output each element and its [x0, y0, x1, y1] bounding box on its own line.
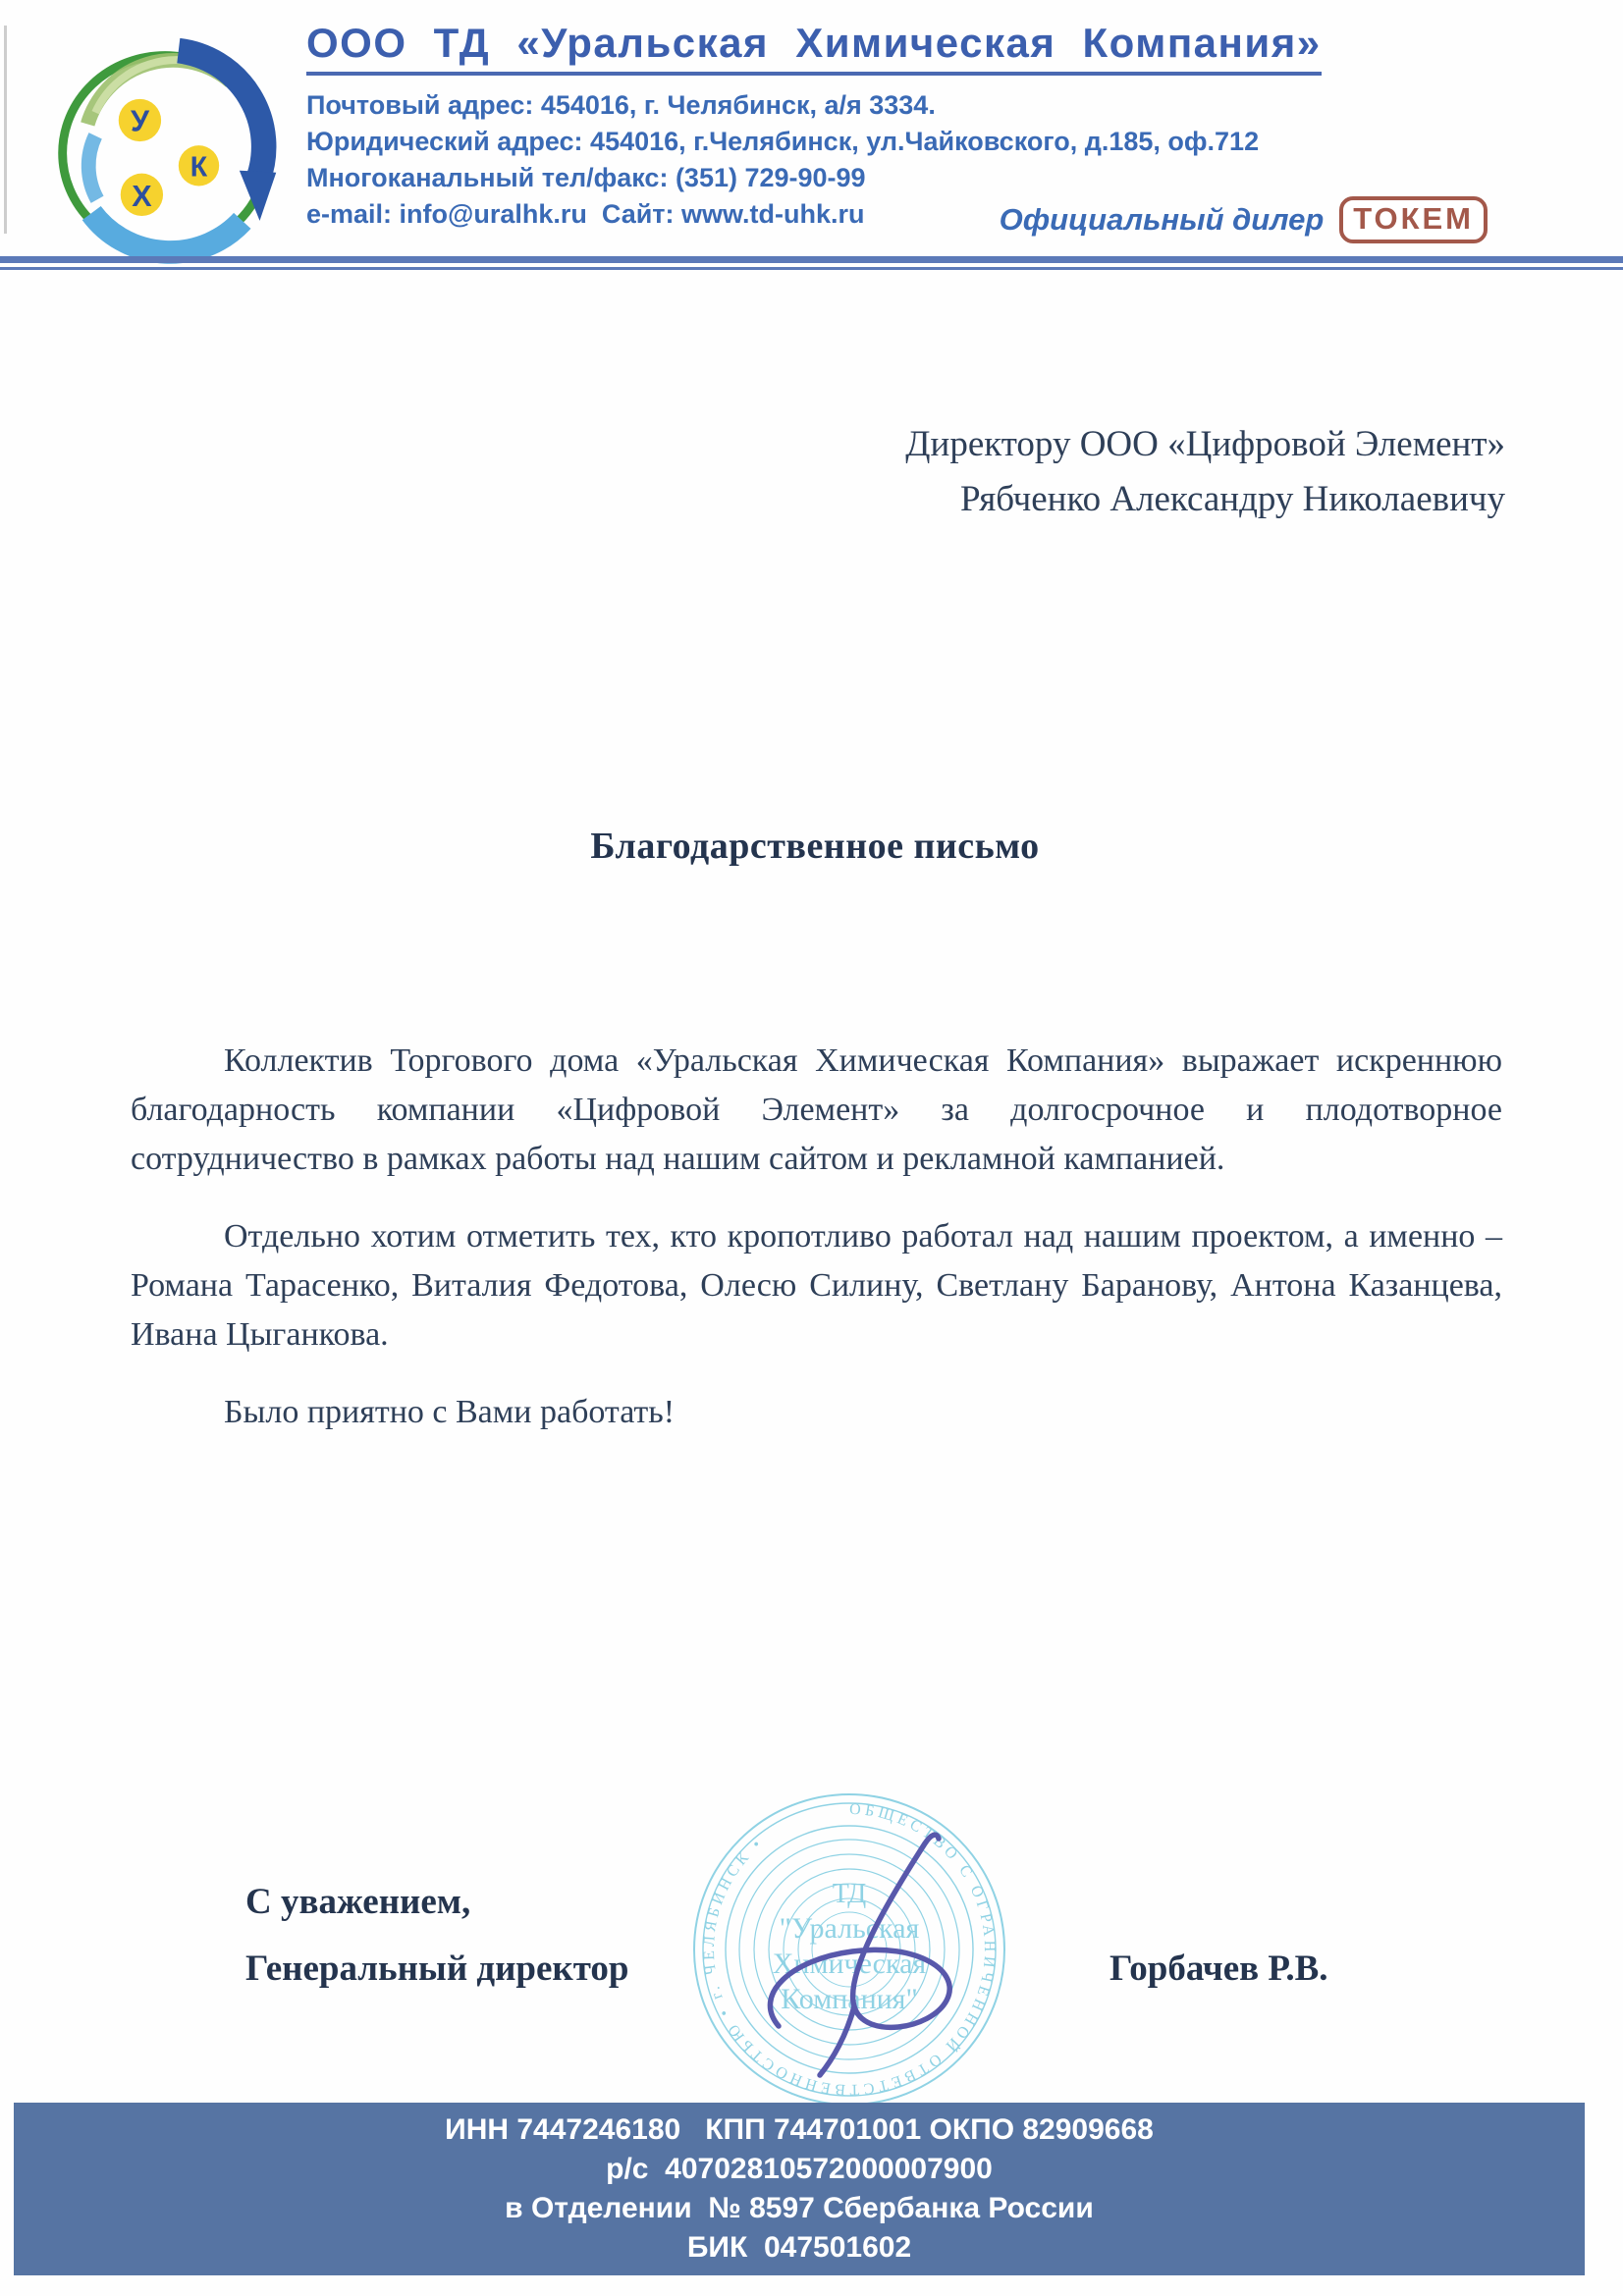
body-paragraph-2: Отдельно хотим отметить тех, кто кропотливо работал над нашим проектом, а именно – Романа Тарасенко, Виталия Федотова, Олесю Силину, Светлану Баранову, Антона Казанцева, Ивана Цыганкова.: [131, 1218, 1502, 1353]
letter-body: [131, 1037, 1502, 1466]
dealer-label: Официальный дилер: [999, 202, 1325, 237]
phone-fax: Многоканальный тел/факс: (351) 729-90-99: [306, 163, 866, 192]
signature-salutation: С уважением,: [245, 1882, 471, 1922]
tokem-logo: ТОКЕМ: [1339, 196, 1488, 243]
footer-requisites: [14, 2103, 1585, 2275]
addressee-line1: Директору ООО «Цифровой Элемент»: [905, 424, 1505, 464]
email-site: e-mail: info@uralhk.ru Сайт: www.td-uhk.ru: [306, 199, 865, 229]
signature-name: Горбачев Р.В.: [1109, 1949, 1328, 1989]
header-divider: [0, 256, 1623, 270]
company-logo-icon: [41, 26, 293, 281]
company-name: ООО ТД «Уральская Химическая Компания»: [306, 20, 1322, 76]
footer-inn-kpp-okpo: ИНН 7447246180 КПП 744701001 ОКПО 82909668: [445, 2113, 1154, 2146]
addressee-block: [905, 417, 1505, 527]
footer-account: р/с 40702810572000007900: [606, 2153, 993, 2185]
logo-letter-u: У: [130, 104, 149, 138]
logo-letter-k: К: [189, 151, 208, 184]
logo-lightblue-arc: [91, 213, 243, 252]
letter-title: Благодарственное письмо: [590, 826, 1040, 867]
body-paragraph-1: Коллектив Торгового дома «Уральская Химическая Компания» выражает искреннюю благодарность компании «Цифровой Элемент» за долгосрочное и плодотворное сотрудничество в рамках работы над нашим сайтом и рекламной кампанией.: [131, 1042, 1502, 1177]
stamp-ring-text: ОБЩЕСТВО С ОГРАНИЧЕННОЙ ОТВЕТСТВЕННОСТЬЮ • г. ЧЕЛЯБИНСК •: [700, 1800, 999, 2099]
company-stamp-icon: [685, 1783, 1013, 2120]
body-paragraph-3: Было приятно с Вами работать!: [224, 1394, 676, 1430]
svg-text:Компания": Компания": [781, 1983, 918, 2015]
footer-bik: БИК 047501602: [686, 2231, 912, 2264]
footer-bank: в Отделении № 8597 Сбербанка России: [505, 2192, 1094, 2224]
scan-artifact-line: [4, 26, 7, 234]
legal-address: Юридический адрес: 454016, г.Челябинск, ул.Чайковского, д.185, оф.712: [306, 127, 1260, 156]
addressee-line2: Рябченко Александру Николаевичу: [960, 479, 1505, 519]
postal-address: Почтовый адрес: 454016, г. Челябинск, а/я 3334.: [306, 90, 936, 120]
logo-lightblue-arc2: [88, 135, 97, 199]
official-dealer-row: [1000, 196, 1488, 243]
logo-letter-h: Х: [132, 180, 152, 214]
svg-text:Химическая: Химическая: [772, 1948, 927, 1980]
svg-text:ТД: ТД: [832, 1879, 867, 1909]
stamp-center-text: [773, 1879, 927, 2015]
signature-position: Генеральный директор: [245, 1949, 629, 1989]
svg-text:"Уральская: "Уральская: [779, 1912, 920, 1945]
